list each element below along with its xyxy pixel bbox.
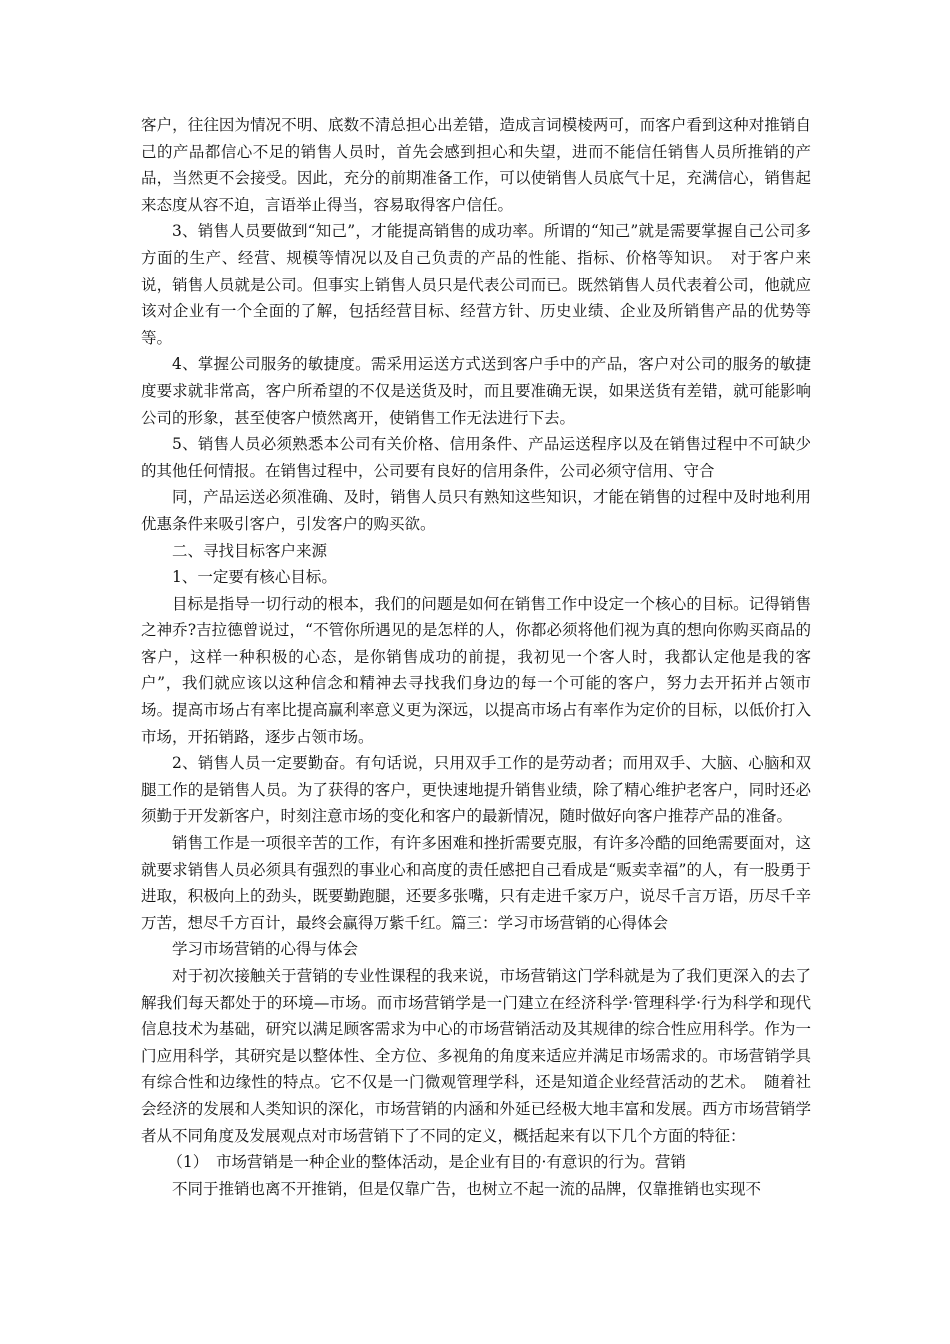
- list-item-1: （1） 市场营销是一种企业的整体活动，是企业有目的·有意识的行为。营销: [167, 1153, 686, 1172]
- paragraph-hard-work: 销售工作是一项很辛苦的工作，有许多困难和挫折需要克服，有许多冷酷的回绝需要面对，这就要求销售人员必须具有强烈的事业心和高度的责任感把自己看成是“贩卖幸福”的人，有一股勇于进取，积极向上的劲头，既要勤跑腿，还要多张嘴，只有走进千家万户，说尽千言万语，历尽千辛万苦，想尽千方百计，最终会赢得万紫千红。篇三：学习市场营销的心得体会: [141, 834, 811, 932]
- paragraph-know-yourself: 3、销售人员要做到“知己”，才能提高销售的成功率。所谓的“知己”就是需要掌握自己公司多方面的生产、经营、规模等情况以及自己负责的产品的性能、指标、价格等知识。 对于客户来说，销售人员就是公司。但事实上销售人员只是代表公司而已。既然销售人员代表着公司，他就应该对企业有一个全面的了解，包括经营目标、经营方针、历史业绩、企业及所销售产品的优势等等。: [141, 222, 811, 347]
- paragraph-core-goal: 目标是指导一切行动的根本，我们的问题是如何在销售工作中设定一个核心的目标。记得销售之神乔?吉拉德曾说过，“不管你所遇见的是怎样的人，你都必须将他们视为真的想向你购买商品的客户，这样一种积极的心态，是你销售成功的前提，我初见一个客人时，我都认定他是我的客户”，我们就应该以这种信念和精神去寻找我们身边的每一个可能的客户，努力去开拓并占领市场。提高市场占有率比提高赢利率意义更为深远，以提高市场占有率作为定价的目标，以低价打入市场，开拓销路，逐步占领市场。: [141, 594, 811, 746]
- paragraph-company-info: 5、销售人员必须熟悉本公司有关价格、信用条件、产品运送程序以及在销售过程中不可缺少的其他任何情报。在销售过程中，公司要有良好的信用条件，公司必须守信用、守合: [141, 435, 811, 480]
- paragraph-service-agility: 4、掌握公司服务的敏捷度。需采用运送方式送到客户手中的产品，客户对公司的服务的敏捷度要求就非常高，客户所希望的不仅是送货及时，而且要准确无误，如果送货有差错，就可能影响公司的形象，甚至使客户愤然离开，使销售工作无法进行下去。: [141, 355, 811, 427]
- paragraph-marketing-intro: 对于初次接触关于营销的专业性课程的我来说，市场营销这门学科就是为了我们更深入的去了解我们每天都处于的环境—市场。而市场营销学是一门建立在经济科学·管理科学·行为科学和现代信息技术为基础，研究以满足顾客需求为中心的市场营销活动及其规律的综合性应用科学。作为一门应用科学，其研究是以整体性、全方位、多视角的角度来适应并满足市场需求的。市场营销学具有综合性和边缘性的特点。它不仅是一门微观管理学科，还是知道企业经营活动的艺术。 随着社会经济的发展和人类知识的深化，市场营销的内涵和外延已经极大地丰富和发展。西方市场营销学者从不同角度及发展观点对市场营销下了不同的定义，概括起来有以下几个方面的特征：: [141, 967, 811, 1145]
- paragraph-preparation: 客户，往往因为情况不明、底数不清总担心出差错，造成言词模棱两可，而客户看到这种对推销自己的产品都信心不足的销售人员时，首先会感到担心和失望，进而不能信任销售人员所推销的产品，当然更不会接受。因此，充分的前期准备工作，可以使销售人员底气十足，充满信心，销售起来态度从容不迫，言语举止得当，容易取得客户信任。: [141, 116, 811, 214]
- paragraph-promotion: 不同于推销也离不开推销，但是仅靠广告，也树立不起一流的品牌，仅靠推销也实现不: [172, 1179, 762, 1198]
- section-heading-find-customers: 二、寻找目标客户来源: [172, 541, 328, 560]
- document-body: [141, 112, 811, 1202]
- paragraph-company-info-continued: 同，产品运送必须准确、及时，销售人员只有熟知这些知识，才能在销售的过程中及时地利用优惠条件来吸引客户，引发客户的购买欲。: [141, 488, 811, 533]
- paragraph-diligence: 2、销售人员一定要勤奋。有句话说，只用双手工作的是劳动者；而用双手、大脑、心脑和双腿工作的是销售人员。为了获得的客户，更快速地提升销售业绩，除了精心维护老客户，同时还必须勤于开发新客户，时刻注意市场的变化和客户的最新情况，随时做好向客户推荐产品的准备。: [141, 754, 811, 826]
- article-title: 学习市场营销的心得与体会: [172, 940, 359, 959]
- subheading-core-goal: 1、一定要有核心目标。: [172, 568, 337, 587]
